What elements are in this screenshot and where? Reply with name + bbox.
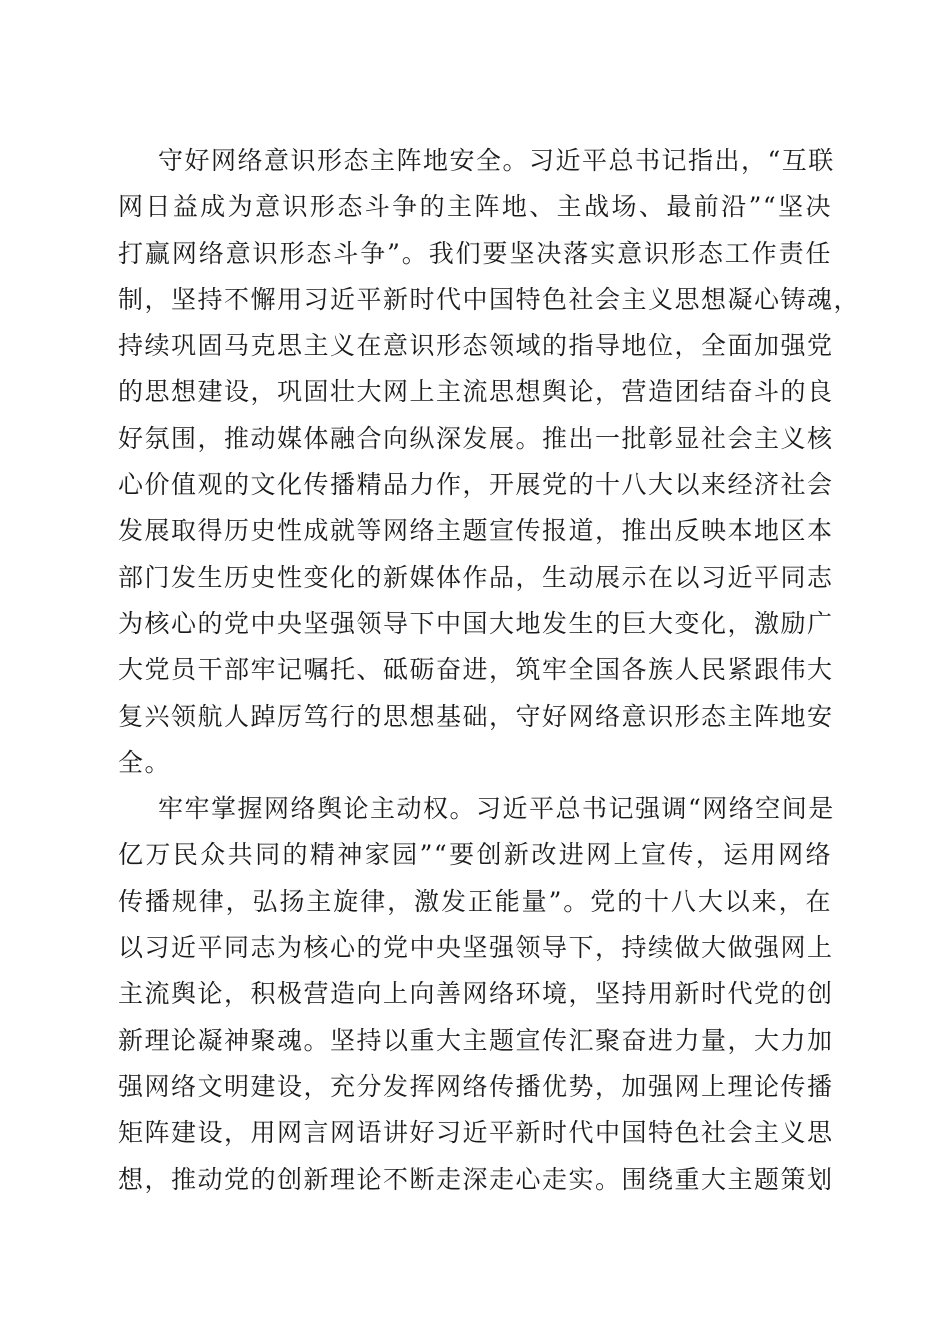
- text-line: 部门发生历史性变化的新媒体作品，生动展示在以习近平同志: [118, 562, 834, 592]
- text-line: 想，推动党的创新理论不断走深走心走实。围绕重大主题策划: [118, 1164, 834, 1194]
- text-line: 全。: [118, 747, 172, 777]
- text-line: 牢牢掌握网络舆论主动权。习近平总书记强调“网络空间是: [158, 794, 835, 824]
- text-line: 新理论凝神聚魂。坚持以重大主题宣传汇聚奋进力量，大力加: [118, 1025, 834, 1055]
- text-line: 心价值观的文化传播精品力作，开展党的十八大以来经济社会: [118, 470, 834, 500]
- text-line: 守好网络意识形态主阵地安全。习近平总书记指出，“互联: [158, 146, 835, 175]
- text-line: 为核心的党中央坚强领导下中国大地发生的巨大变化，激励广: [118, 608, 834, 638]
- text-line: 主流舆论，积极营造向上向善网络环境，坚持用新时代党的创: [118, 979, 834, 1009]
- text-line: 强网络文明建设，充分发挥网络传播优势，加强网上理论传播: [118, 1071, 834, 1101]
- text-line: 制，坚持不懈用习近平新时代中国特色社会主义思想凝心铸魂，: [118, 284, 861, 314]
- text-line: 传播规律，弘扬主旋律，激发正能量”。党的十八大以来，在: [118, 886, 832, 916]
- text-line: 网日益成为意识形态斗争的主阵地、主战场、最前沿”“坚决: [118, 192, 832, 222]
- text-line: 大党员干部牢记嘱托、砥砺奋进，筑牢全国各族人民紧跟伟大: [118, 655, 834, 685]
- text-line: 持续巩固马克思主义在意识形态领域的指导地位，全面加强党: [118, 331, 834, 361]
- text-line: 矩阵建设，用网言网语讲好习近平新时代中国特色社会主义思: [118, 1118, 834, 1148]
- paragraph-2: [118, 786, 835, 1203]
- text-line: 复兴领航人踔厉笃行的思想基础，守好网络意识形态主阵地安: [118, 701, 834, 731]
- text-line: 的思想建设，巩固壮大网上主流思想舆论，营造团结奋斗的良: [118, 377, 834, 407]
- text-line: 发展取得历史性成就等网络主题宣传报道，推出反映本地区本: [118, 516, 834, 546]
- body-text: [118, 138, 861, 1203]
- paragraph-1: [118, 138, 861, 786]
- text-line: 好氛围，推动媒体融合向纵深发展。推出一批彰显社会主义核: [118, 423, 834, 453]
- text-line: 打赢网络意识形态斗争”。我们要坚决落实意识形态工作责任: [118, 238, 832, 268]
- text-line: 亿万民众共同的精神家园”“要创新改进网上宣传，运用网络: [118, 840, 832, 870]
- text-line: 以习近平同志为核心的党中央坚强领导下，持续做大做强网上: [118, 933, 834, 963]
